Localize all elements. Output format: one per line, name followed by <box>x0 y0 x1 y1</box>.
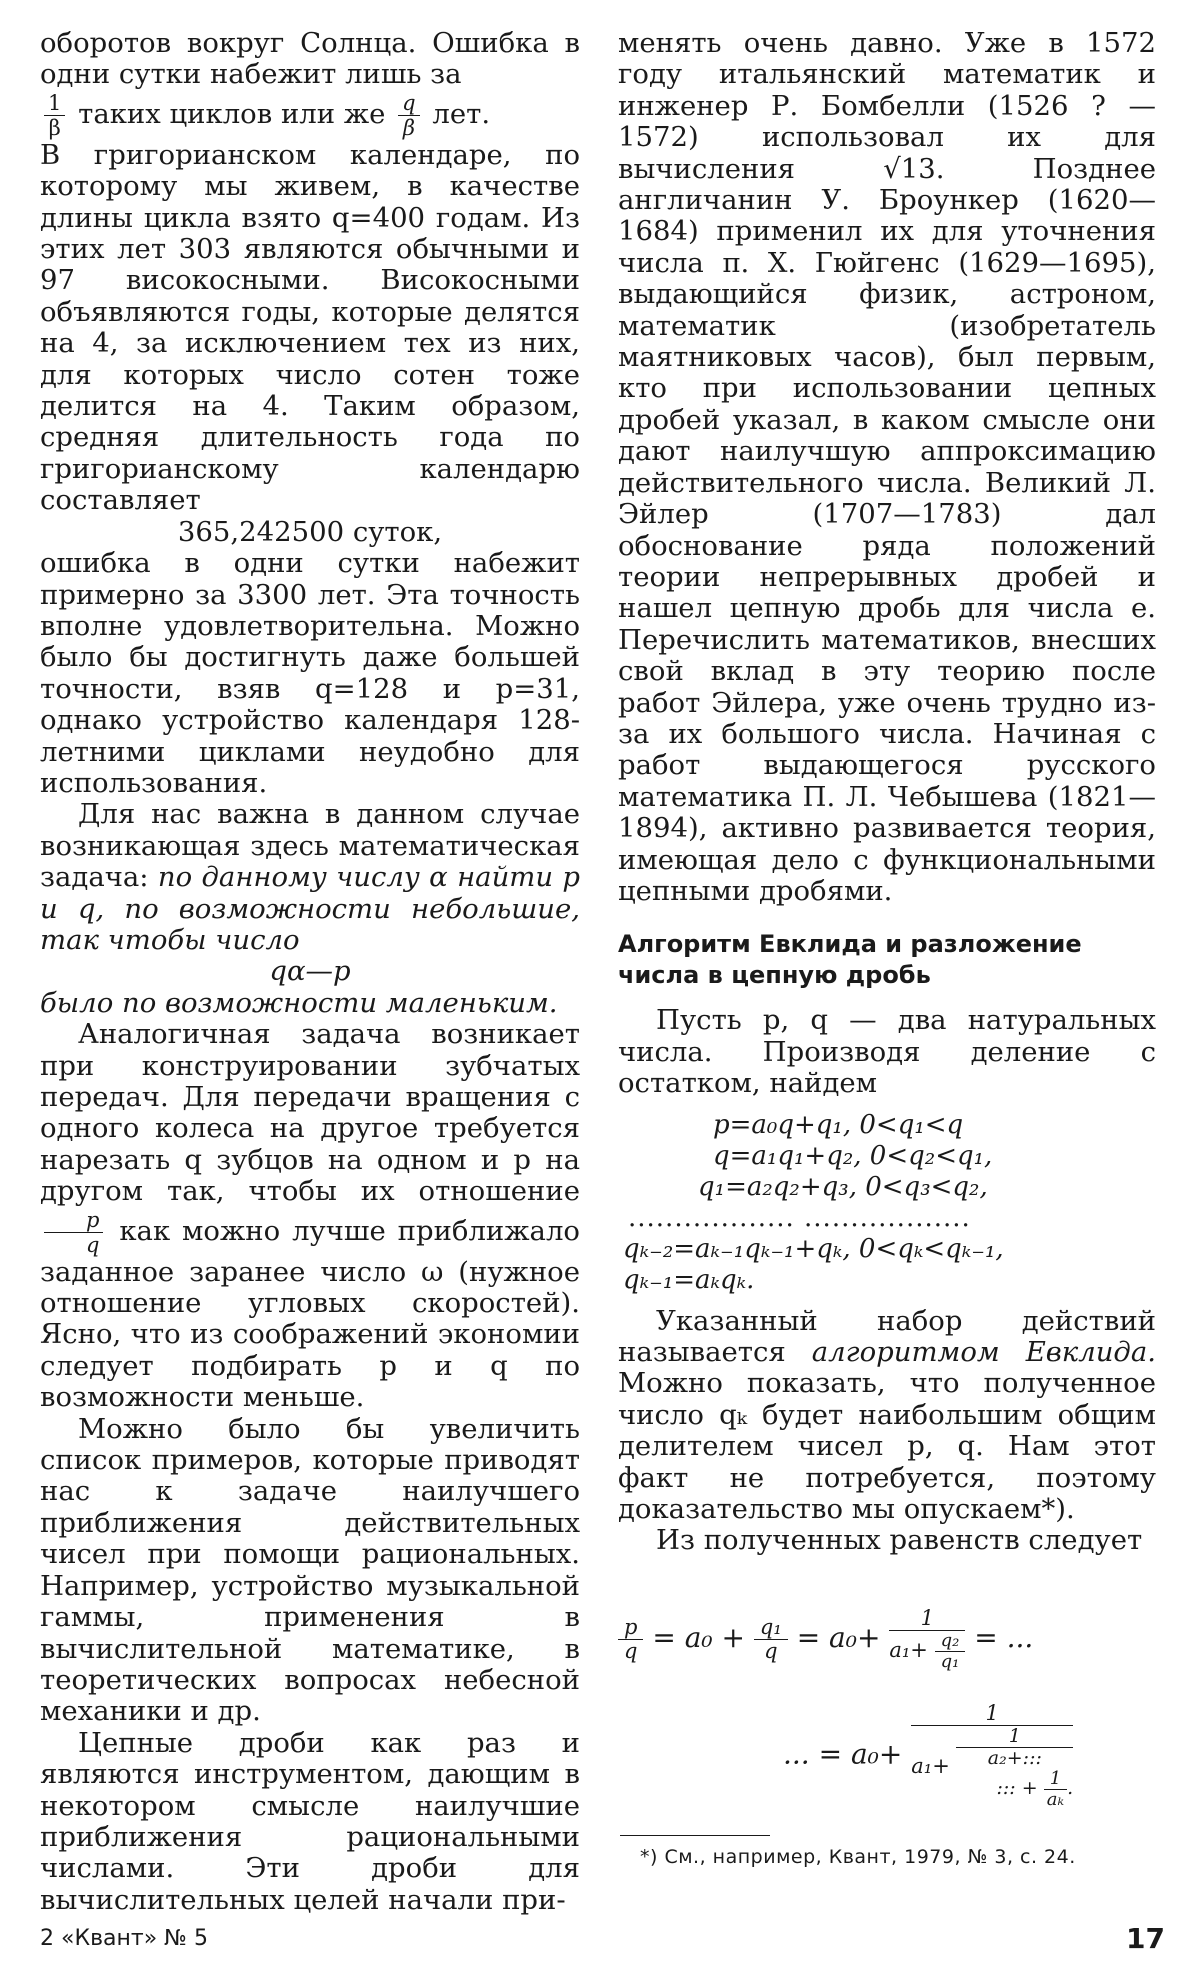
formula-q-alpha-minus-p: qα—p <box>269 955 351 988</box>
paragraph-euclid-intro: Пусть p, q — два натуральных числа. Производя деление с остатком, найдем <box>618 1004 1156 1100</box>
footnote: *) См., например, Квант, 1979, № 3, с. 24. <box>640 1846 1076 1868</box>
paragraph-problem: Для нас важна в данном случае возникающая здесь математическая задача: по данному числу α найти p и q, по возможности небольшие, так чтобы число <box>40 798 580 956</box>
paragraph-error: ошибка в одни сутки набежит примерно за 3300 лет. Эта точность вполне удовлетворительна. Можно было бы достигнуть даже большей точности, взяв q=128 и p=31, однако устройство календаря 128-летними циклами неудобно для использования. <box>40 547 580 799</box>
footnote-rule <box>620 1835 770 1836</box>
text: лет. <box>432 97 491 130</box>
equation-4: qₖ₋₂=aₖ₋₁qₖ₋₁+qₖ, 0<qₖ<qₖ₋₁, <box>623 1233 1004 1264</box>
paragraph-1 <box>40 28 580 140</box>
left-column <box>40 28 580 1916</box>
equation-1: p=a₀q+q₁, 0<q₁<q <box>713 1109 964 1140</box>
paragraph-gears: Аналогичная задача возникает при конструировании зубчатых передач. Для передачи вращения с одного колеса на другое требуется нарезать q зубцов на одном и p на другом так, чтобы их отношение $\frac{p}{q}$ как можно лучше приближало заданное заранее число ω (нужное отношение угловых скоростей). Ясно, что из соображений экономии следует подбирать p и q по возможности меньше. <box>40 1018 580 1414</box>
cf-row-2: ... = a₀+ 1 a₁+ 1 a₂+::: ::: + $\frac{1}{\text{aₖ}}$. <box>783 1700 1074 1810</box>
equation-3: q₁=a₂q₂+q₃, 0<q₃<q₂, <box>698 1171 988 1202</box>
signature-mark: 2 «Квант» № 5 <box>40 1926 209 1951</box>
fraction-p-over-q: $\frac{p}{q}$ <box>44 1208 103 1257</box>
formula-year-length: 365,242500 суток, <box>177 515 443 548</box>
fraction-one-over-beta: $\frac{1}{\beta}$ <box>44 91 65 140</box>
page-number: 17 <box>1126 1922 1165 1955</box>
paragraph-continued-fractions: Цепные дроби как раз и являются инструментом, дающим в некотором смысле наилучшие приближения рациональными числами. Эти дроби для вычислительных целей начали при- <box>40 1726 580 1916</box>
text: оборотов вокруг Солнца. Ошибка в одни сутки набежит лишь за <box>40 27 580 91</box>
equation-2: q=a₁q₁+q₂, 0<q₂<q₁, <box>713 1140 993 1171</box>
text: таких циклов или же <box>78 97 386 130</box>
euclid-equations <box>618 1110 1156 1296</box>
paragraph-gregorian: В григорианском календаре, по которому мы живем, в качестве длины цикла взято q=400 годам. Из этих лет 303 являются обычными и 97 високосными. Високосными объявляются годы, которые делятся на 4, за исключением тех из них, для которых число сотен тоже делится на 4. Таким образом, средняя длительность года по григорианскому календарю составляет <box>40 138 580 517</box>
cf-row-1: $\frac{p}{q} = a_0$ + $\frac{\text{q₁}}{q} = a_0+$ 1 a₁+ $\frac{\text{q₂}}{\text{q₁}}$ = ... <box>618 1607 1033 1672</box>
paragraph-problem-end: было по возможности маленьким. <box>40 986 558 1019</box>
right-column <box>618 28 1156 1897</box>
section-heading: Алгоритм Евклида и разложение числа в цепную дробь <box>618 930 1082 990</box>
fraction-q-over-beta: $\frac{q}{\beta}$ <box>398 91 419 140</box>
equation-dots: .................. .................. <box>628 1202 971 1233</box>
paragraph-history: менять очень давно. Уже в 1572 году итальянский математик и инженер Р. Бомбелли (1526 ? —1572) использовал их для вычисления √13. Позднее англичанин У. Броункер (1620—1684) применил их для уточнения числа π. Х. Гюйгенс (1629—1695), выдающийся физик, астроном, математик (изобретатель маятниковых часов), был первым, кто при использовании цепных дробей указал, в каком смысле они дают наилучшую аппроксимацию действительного числа. Великий Л. Эйлер (1707—1783) дал обоснование ряда положений теории непрерывных дробей и нашел цепную дробь для числа e. Перечислить математиков, внесших свой вклад в эту теорию после работ Эйлера, уже очень трудно из-за их большого числа. Начиная с работ выдающегося русского математика П. Л. Чебышева (1821—1894), активно развивается теория, имеющая дело с функциональными цепными дробями. <box>618 27 1156 907</box>
paragraph-examples: Можно было бы увеличить список примеров, которые приводят нас к задаче наилучшего приближения действительных чисел при помощи рациональных. Например, устройство музыкальной гаммы, применения в вычислительной математике, в теоретических вопросах небесной механики и др. <box>40 1412 580 1728</box>
equation-5: qₖ₋₁=aₖqₖ. <box>623 1264 755 1295</box>
paragraph-euclid-def: Указанный набор действий называется алгоритмом Евклида. Можно показать, что полученное число qₖ будет наибольшим общим делителем чисел p, q. Нам этот факт не потребуется, поэтому доказательство мы опускаем*). <box>618 1304 1156 1526</box>
paragraph-follows: Из полученных равенств следует <box>656 1524 1143 1557</box>
